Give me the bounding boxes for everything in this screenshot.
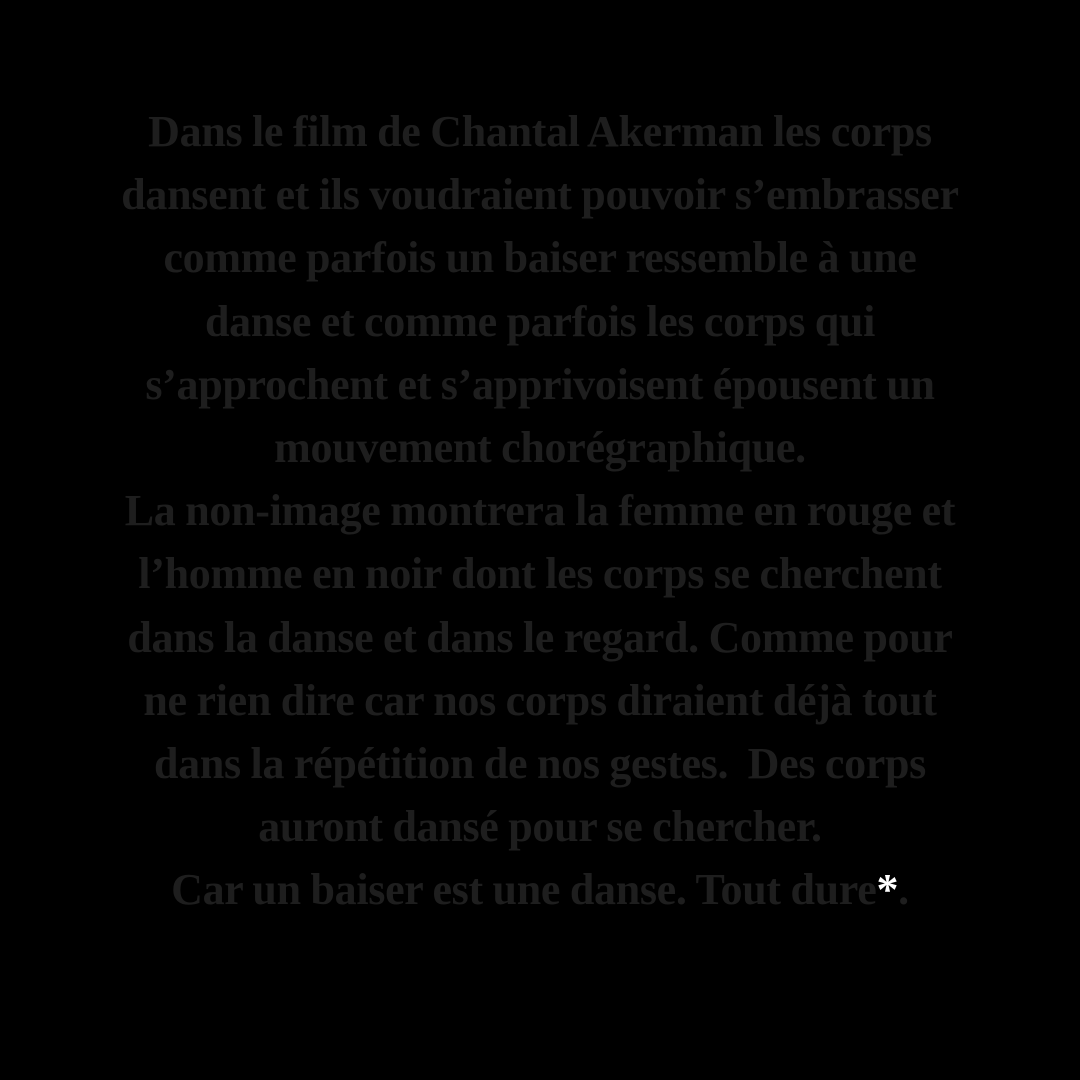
poem-line-4: danse et comme parfois les corps qui (204, 296, 876, 346)
footnote-asterisk[interactable]: * (876, 865, 899, 915)
poem-line-8: l’homme en noir dont les corps se cherchent (138, 549, 942, 599)
poem-line-12: auront dansé pour se chercher. (258, 802, 822, 852)
poem-line-10: ne rien dire car nos corps diraient déjà tout (143, 675, 937, 725)
poem-last-line-period: . (898, 865, 909, 915)
poem-line-1: Dans le film de Chantal Akerman les corps (148, 107, 932, 156)
poem-line-7: La non-image montrera la femme en rouge et (124, 486, 956, 536)
poem-line-3: comme parfois un baiser ressemble à une (163, 233, 917, 283)
poem-line-5: s’approchent et s’apprivoisent épousent un (145, 359, 935, 409)
poem-last-line-text: Car un baiser est une danse. Tout dure (171, 865, 877, 915)
poem-text (60, 100, 1020, 922)
poem-last-line (60, 858, 1020, 921)
poem-line-11: dans la répétition de nos gestes. Des corps (153, 739, 926, 789)
poem-line-2: dansent et ils voudraient pouvoir s’embrasser (121, 170, 959, 220)
poem-line-6: mouvement chorégraphique. (274, 423, 806, 473)
poem-line-9: dans la danse et dans le regard. Comme pour (127, 612, 953, 662)
